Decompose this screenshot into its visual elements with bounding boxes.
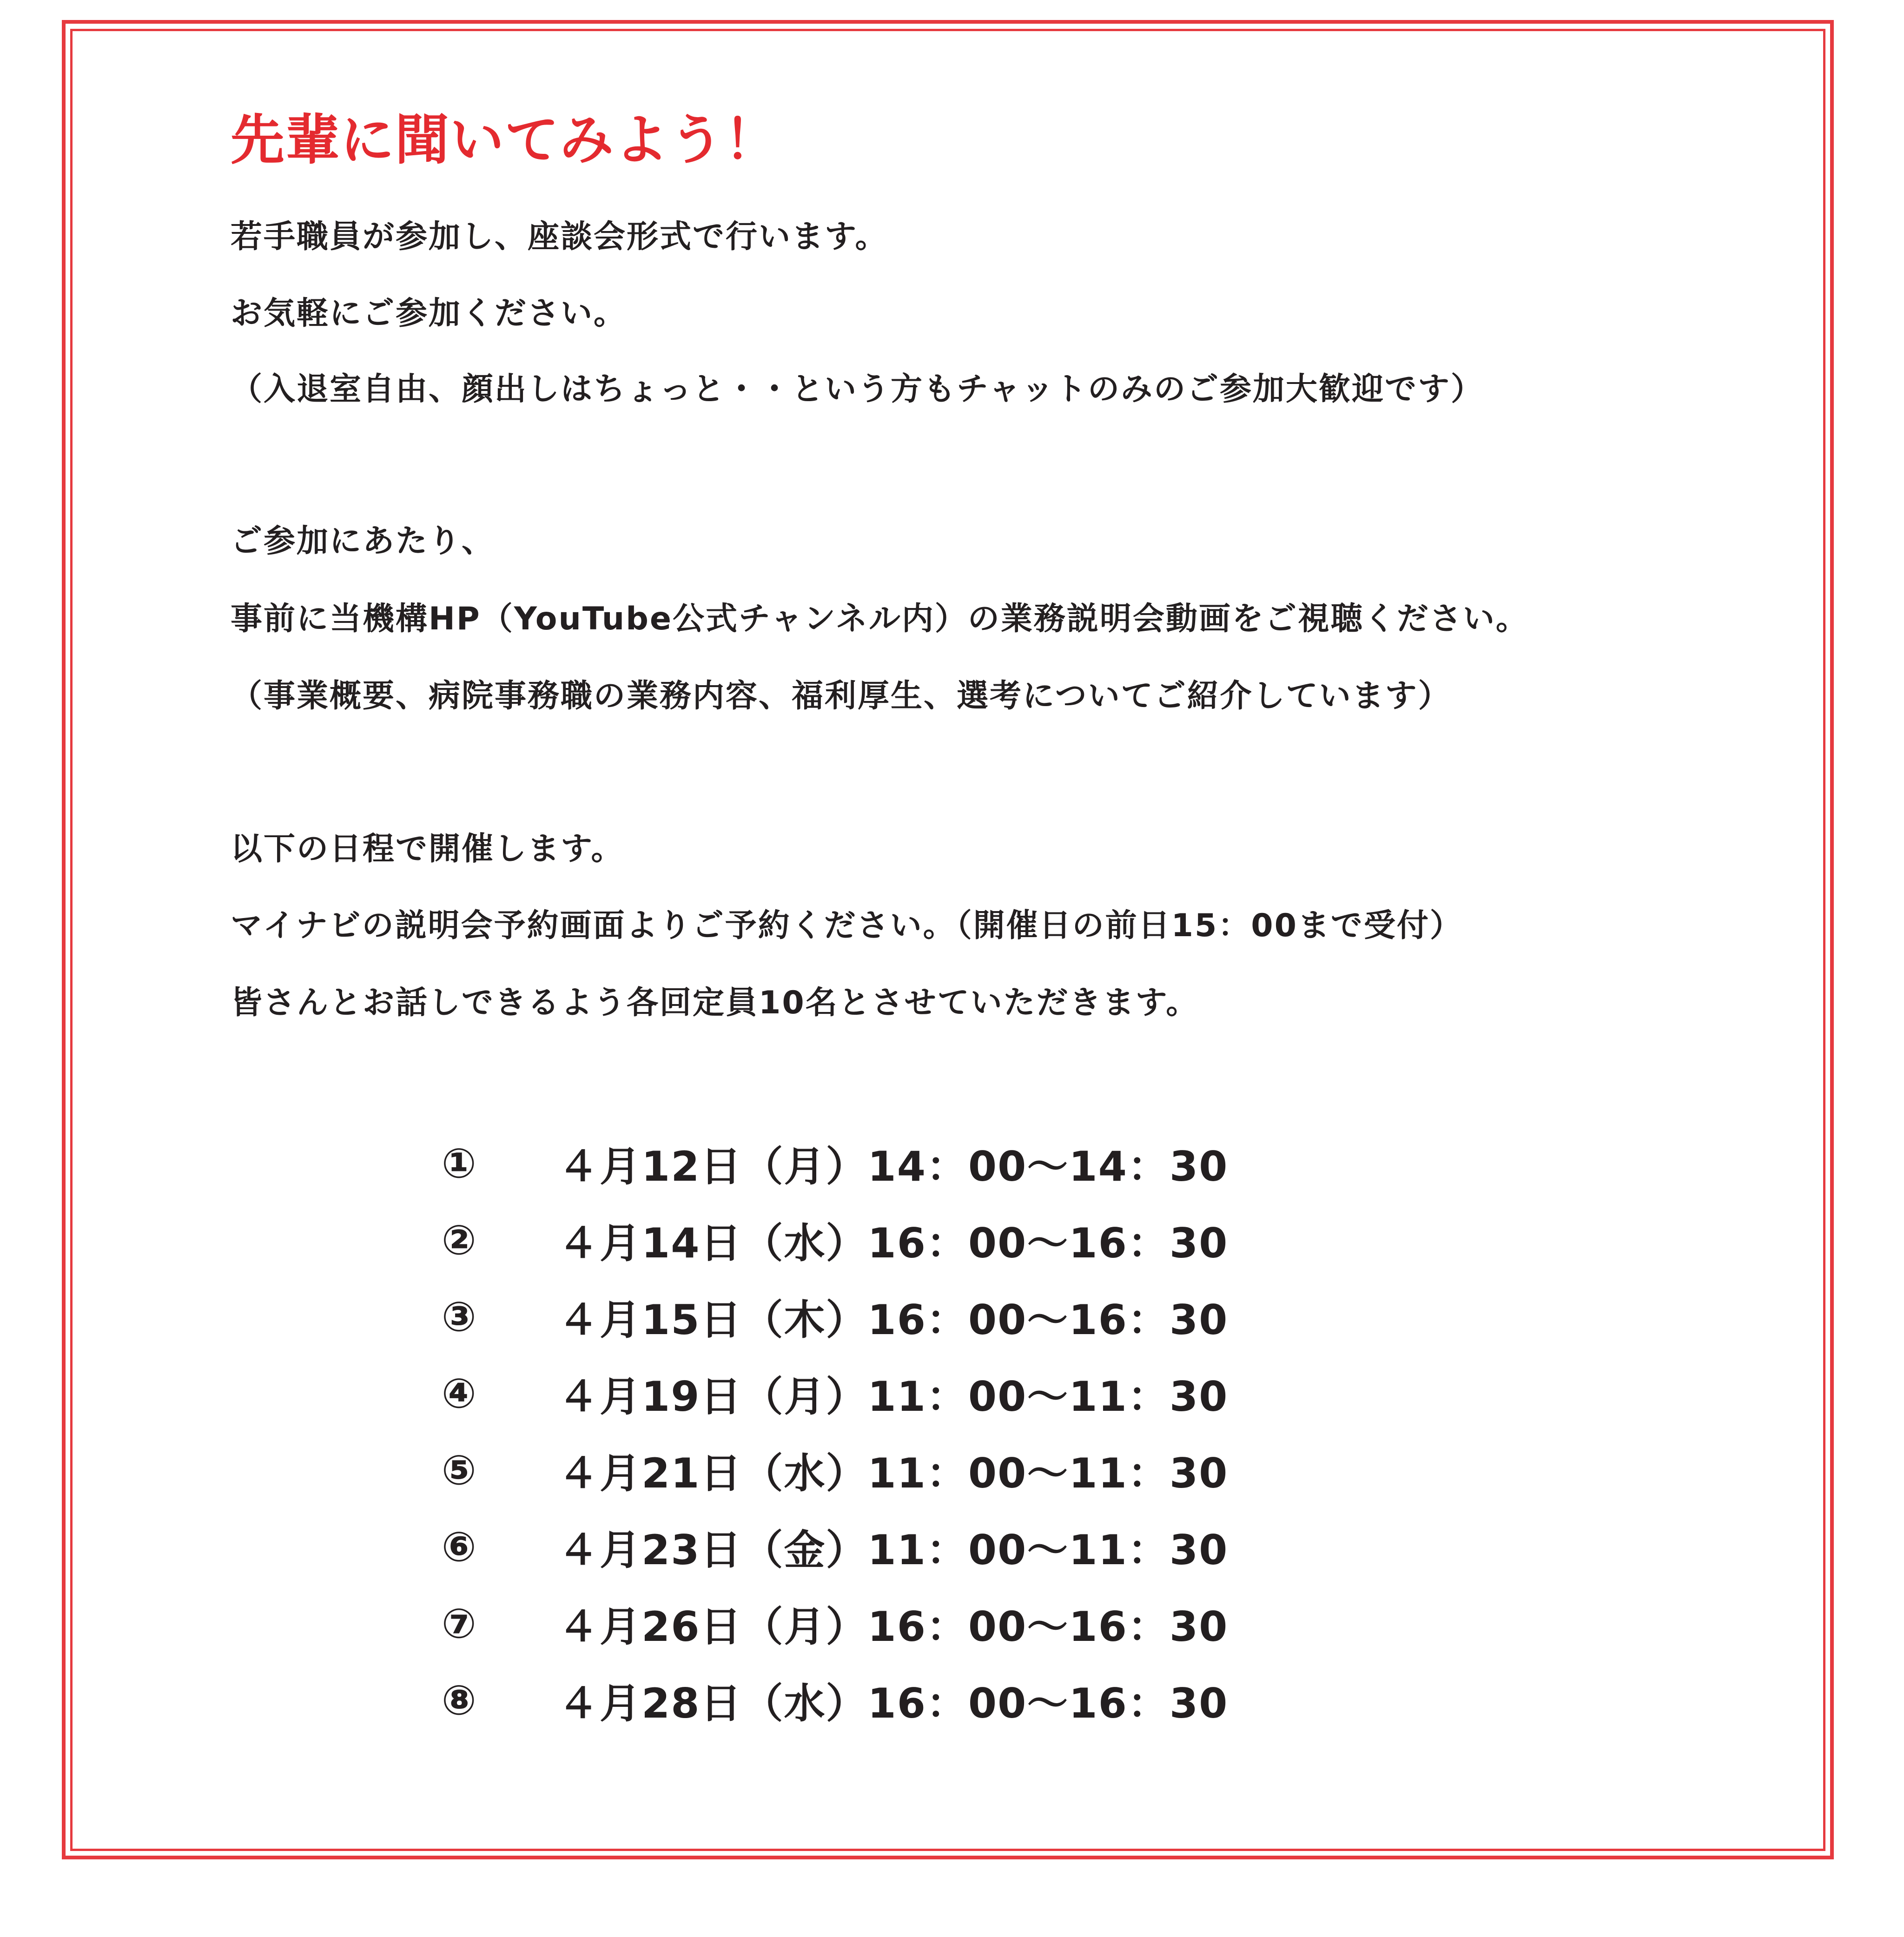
intro-line-2: お気軽にご参加ください。: [231, 295, 627, 332]
schedule-number: ③: [442, 1293, 477, 1341]
booking-line-1: 以下の日程で開催します。: [231, 831, 624, 867]
schedule-row: [442, 1508, 1228, 1585]
schedule-number: ①: [442, 1139, 477, 1187]
schedule-row: [442, 1278, 1228, 1355]
booking-line-2: マイナビの説明会予約画面よりご予約ください。（開催日の前日15：00まで受付）: [231, 907, 1463, 944]
intro-line-1: 若手職員が参加し、座談会形式で行います。: [231, 218, 888, 255]
schedule-datetime: ４月12日（月）14：00～14：30: [558, 1142, 1229, 1190]
schedule-number: ⑦: [442, 1600, 477, 1647]
viewing-line-2: 事前に当機構HP（YouTube公式チャンネル内）の業務説明会動画をご視聴ください。: [231, 601, 1529, 637]
schedule-number: ⑥: [442, 1523, 477, 1571]
schedule-row: [442, 1202, 1228, 1278]
schedule-row: [442, 1585, 1228, 1662]
intro-line-3: （入退室自由、顔出しはちょっと・・という方もチャットのみのご参加大歓迎です）: [231, 371, 1484, 408]
schedule-row: [442, 1432, 1228, 1508]
booking-line-3: 皆さんとお話しできるよう各回定員10名とさせていただきます。: [231, 985, 1199, 1021]
schedule-number: ④: [442, 1369, 477, 1417]
viewing-line-3: （事業概要、病院事務職の業務内容、福利厚生、選考についてご紹介しています）: [231, 678, 1451, 714]
schedule-datetime: ４月19日（月）11：00～11：30: [558, 1372, 1229, 1421]
schedule-datetime: ４月15日（木）16：00～16：30: [558, 1296, 1229, 1344]
schedule-datetime: ４月23日（金）11：00～11：30: [558, 1526, 1229, 1574]
schedule-datetime: ４月14日（水）16：00～16：30: [558, 1219, 1229, 1267]
schedule-list: [442, 1125, 1228, 1739]
viewing-line-1: ご参加にあたり、: [231, 523, 495, 560]
schedule-number: ⑤: [442, 1446, 477, 1494]
page-title: 先輩に聞いてみよう！: [231, 109, 779, 172]
schedule-number: ②: [442, 1216, 477, 1264]
schedule-datetime: ４月26日（月）16：00～16：30: [558, 1602, 1229, 1651]
schedule-row: [442, 1355, 1228, 1432]
schedule-row: [442, 1662, 1228, 1739]
schedule-number: ⑧: [442, 1676, 477, 1724]
schedule-row: [442, 1125, 1228, 1202]
schedule-datetime: ４月21日（水）11：00～11：30: [558, 1449, 1229, 1497]
schedule-datetime: ４月28日（水）16：00～16：30: [558, 1679, 1229, 1727]
